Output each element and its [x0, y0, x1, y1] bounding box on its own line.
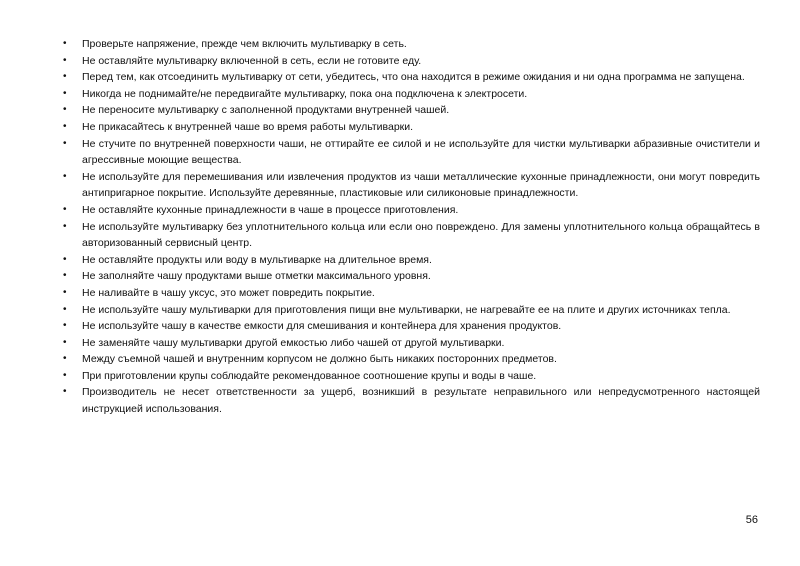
list-item-text: Не заполняйте чашу продуктами выше отметки максимального уровня. [82, 270, 431, 283]
list-item-text: Не используйте чашу в качестве емкости для смешивания и контейнера для хранения продуктов. [82, 320, 562, 333]
list-item [60, 318, 760, 335]
bullet-icon: • [63, 71, 67, 83]
list-item [60, 335, 760, 352]
list-item-text: Не наливайте в чашу уксус, это может повредить покрытие. [82, 286, 375, 299]
list-item [60, 384, 760, 417]
bullet-icon: • [63, 203, 67, 215]
list-item [60, 285, 760, 302]
bullet-icon: • [63, 120, 67, 132]
list-item-text: Не используйте чашу мультиварки для приготовления пищи вне мультиварки, не нагревайте ее на плите и других источниках тепла. [82, 303, 731, 316]
list-item-text: Не используйте мультиварку без уплотнительного кольца или если оно повреждено. Для замены уплотнительного кольца обращайтесь в авторизованный сервисный центр. [82, 220, 760, 250]
list-item [60, 202, 760, 219]
list-item-text: Не заменяйте чашу мультиварки другой емкостью либо чашей от другой мультиварки. [82, 336, 505, 349]
bullet-icon: • [63, 270, 67, 282]
bullet-icon: • [63, 220, 67, 232]
list-item-text: Не переносите мультиварку с заполненной продуктами внутренней чашей. [82, 104, 450, 117]
page-number: 56 [745, 514, 758, 526]
safety-instructions-list [60, 36, 760, 418]
list-item [60, 102, 760, 119]
bullet-icon: • [63, 170, 67, 182]
list-item [60, 368, 760, 385]
list-item [60, 252, 760, 269]
list-item [60, 268, 760, 285]
bullet-icon: • [63, 87, 67, 99]
bullet-icon: • [63, 104, 67, 116]
bullet-icon: • [63, 369, 67, 381]
list-item-text: Не стучите по внутренней поверхности чаши, не оттирайте ее силой и не используйте для чистки мультиварки абразивные очистители и агрессивные моющие вещества. [82, 137, 760, 167]
list-item [60, 302, 760, 319]
bullet-icon: • [63, 303, 67, 315]
list-item-text: Никогда не поднимайте/не передвигайте мультиварку, пока она подключена к электросети. [82, 87, 528, 100]
list-item-text: Не оставляйте продукты или воду в мультиварке на длительное время. [82, 253, 432, 266]
list-item-text: Не используйте для перемешивания или извлечения продуктов из чаши металлические кухонные принадлежности, они могут повредить антипригарное покрытие. Используйте деревянные, пластиковые или силиконовые принадлежности. [82, 170, 760, 200]
bullet-icon: • [63, 286, 67, 298]
list-item-text: При приготовлении крупы соблюдайте рекомендованное соотношение крупы и воды в чаше. [82, 369, 537, 382]
bullet-icon: • [63, 320, 67, 332]
list-item-text: Проверьте напряжение, прежде чем включить мультиварку в сеть. [82, 38, 407, 50]
list-item-text: Не прикасайтесь к внутренней чаше во время работы мультиварки. [82, 120, 414, 133]
bullet-icon: • [63, 38, 67, 49]
bullet-icon: • [63, 54, 67, 66]
list-item-text: Не оставляйте кухонные принадлежности в чаше в процессе приготовления. [82, 203, 459, 216]
list-item [60, 136, 760, 169]
list-item [60, 69, 760, 86]
bullet-icon: • [63, 253, 67, 265]
bullet-icon: • [63, 386, 67, 398]
list-item-text: Не оставляйте мультиварку включенной в сеть, если не готовите еду. [82, 54, 422, 67]
bullet-icon: • [63, 137, 67, 149]
list-item [60, 86, 760, 103]
list-item-text: Между съемной чашей и внутренним корпусом не должно быть никаких посторонних предметов. [82, 353, 557, 366]
bullet-icon: • [63, 336, 67, 348]
list-item [60, 53, 760, 70]
list-item-text: Перед тем, как отсоединить мультиварку от сети, убедитесь, что она находится в режиме ожидания и ни одна программа не запущена. [82, 71, 745, 84]
list-item [60, 351, 760, 368]
list-item [60, 36, 760, 53]
list-item [60, 119, 760, 136]
bullet-icon: • [63, 353, 67, 365]
list-item [60, 169, 760, 202]
list-item-text: Производитель не несет ответственности за ущерб, возникший в результате неправильного или непредусмотренного настоящей инструкцией использования. [82, 386, 760, 416]
list-item [60, 219, 760, 252]
